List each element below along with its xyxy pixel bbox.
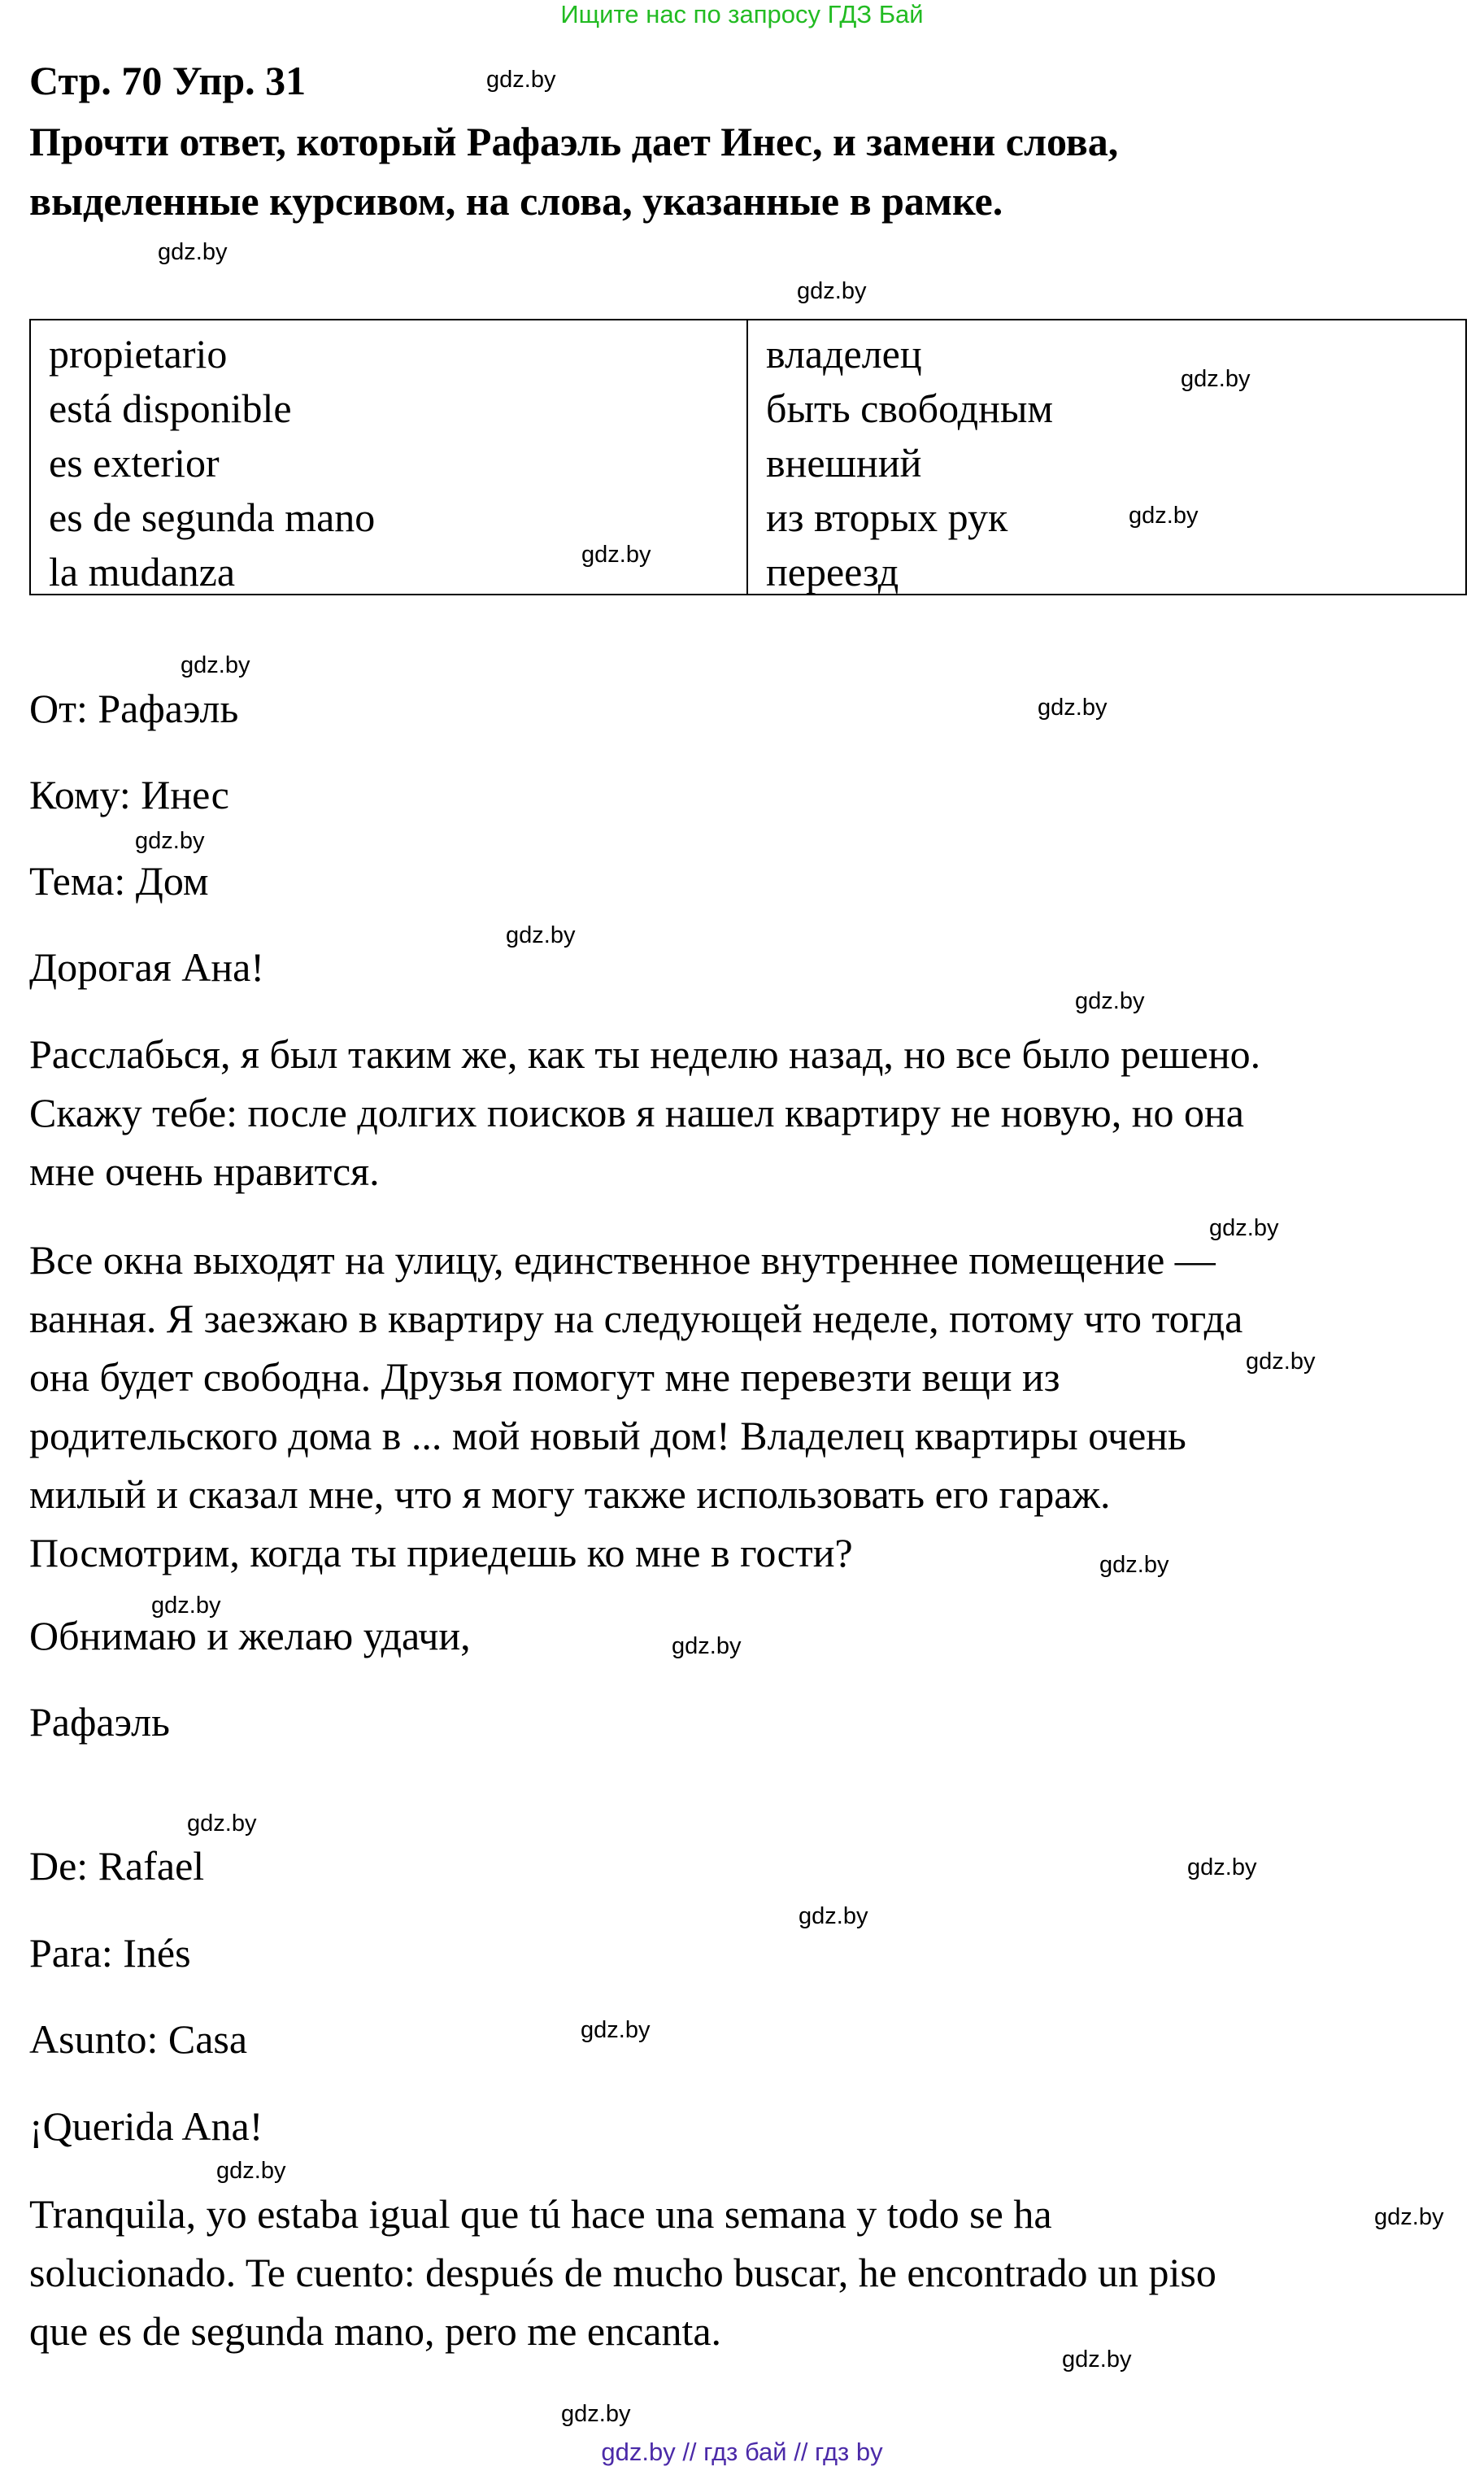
- watermark: gdz.by: [158, 239, 228, 265]
- watermark: gdz.by: [1374, 2204, 1444, 2230]
- watermark: gdz.by: [135, 828, 205, 854]
- watermark: gdz.by: [799, 1903, 868, 1929]
- letter-es-from: De: Rafael: [29, 1843, 205, 1889]
- text-line: Посмотрим, когда ты приедешь ко мне в гости?: [29, 1530, 853, 1575]
- watermark: gdz.by: [151, 1593, 221, 1619]
- letter-ru-paragraph-1: [29, 1025, 1469, 1200]
- vocab-spanish-item: propietario: [49, 331, 228, 377]
- watermark: gdz.by: [1062, 2346, 1132, 2373]
- letter-es-subject: Asunto: Casa: [29, 2016, 248, 2062]
- text-line: solucionado. Te cuento: después de mucho buscar, he encontrado un piso: [29, 2250, 1216, 2295]
- text-line: Расслабься, я был таким же, как ты неделю назад, но все было решено.: [29, 1031, 1261, 1077]
- text-line: que es de segunda mano, pero me encanta.: [29, 2308, 722, 2354]
- watermark: gdz.by: [1181, 366, 1251, 392]
- vocab-russian-item: из вторых рук: [766, 495, 1008, 540]
- watermark: gdz.by: [1075, 988, 1145, 1014]
- watermark: gdz.by: [1246, 1349, 1316, 1375]
- text-line: Скажу тебе: после долгих поисков я нашел квартиру не новую, но она: [29, 1090, 1244, 1135]
- text-line: родительского дома в ... мой новый дом! Владелец квартиры очень: [29, 1413, 1186, 1458]
- text-line: ванная. Я заезжаю в квартиру на следующей неделе, потому что тогда: [29, 1296, 1243, 1341]
- watermark: gdz.by: [797, 278, 867, 304]
- vocabulary-russian-column: [748, 320, 1465, 594]
- watermark: gdz.by: [1129, 503, 1199, 529]
- letter-ru-to: Кому: Инес: [29, 772, 229, 817]
- vocab-spanish-item: es de segunda mano: [49, 495, 376, 540]
- vocabulary-table: [29, 319, 1467, 595]
- watermark: gdz.by: [581, 542, 651, 568]
- watermark: gdz.by: [181, 652, 250, 678]
- top-banner[interactable]: Ищите нас по запросу ГДЗ Бай: [560, 0, 924, 28]
- watermark: gdz.by: [1038, 695, 1108, 721]
- watermark: gdz.by: [187, 1810, 257, 1837]
- vocab-russian-item: внешний: [766, 440, 922, 486]
- watermark: gdz.by: [672, 1633, 742, 1659]
- letter-ru-from: От: Рафаэль: [29, 686, 239, 731]
- letter-ru-paragraph-2: [29, 1231, 1469, 1582]
- vocab-russian-item: владелец: [766, 331, 922, 377]
- letter-es-greeting: ¡Querida Ana!: [29, 2103, 263, 2149]
- watermark: gdz.by: [561, 2401, 631, 2427]
- letter-ru-subject: Тема: Дом: [29, 858, 209, 904]
- text-line: Tranquila, yo estaba igual que tú hace una semana y todo se ha: [29, 2191, 1052, 2237]
- vocab-russian-item: быть свободным: [766, 386, 1054, 431]
- instruction-line-1: Прочти ответ, который Рафаэль дает Инес, и замени слова,: [29, 119, 1119, 164]
- vocab-spanish-item: está disponible: [49, 386, 292, 431]
- page-title: Стр. 70 Упр. 31: [29, 58, 307, 103]
- letter-ru-greeting: Дорогая Ана!: [29, 944, 265, 990]
- letter-es-to: Para: Inés: [29, 1930, 191, 1976]
- watermark: gdz.by: [506, 922, 576, 948]
- letter-es-paragraph-1: [29, 2185, 1469, 2360]
- text-line: милый и сказал мне, что я могу также использовать его гараж.: [29, 1471, 1111, 1517]
- vocab-spanish-item: es exterior: [49, 440, 220, 486]
- watermark: gdz.by: [1209, 1215, 1279, 1241]
- text-line: Все окна выходят на улицу, единственное внутреннее помещение —: [29, 1237, 1216, 1283]
- letter-ru-closing: Обнимаю и желаю удачи,: [29, 1613, 471, 1658]
- watermark: gdz.by: [1099, 1552, 1169, 1578]
- watermark: gdz.by: [581, 2017, 651, 2043]
- watermark: gdz.by: [486, 67, 556, 93]
- watermark: gdz.by: [216, 2158, 286, 2184]
- letter-ru-signature: Рафаэль: [29, 1699, 170, 1745]
- watermark: gdz.by: [1187, 1854, 1257, 1880]
- instruction-line-2: выделенные курсивом, на слова, указанные в рамке.: [29, 178, 1003, 224]
- vocab-russian-item: переезд: [766, 549, 899, 595]
- text-line: она будет свободна. Друзья помогут мне перевезти вещи из: [29, 1354, 1060, 1400]
- vocab-spanish-item: la mudanza: [49, 549, 236, 595]
- footer-links[interactable]: gdz.by // гдз бай // гдз by: [601, 2438, 883, 2466]
- text-line: мне очень нравится.: [29, 1148, 380, 1194]
